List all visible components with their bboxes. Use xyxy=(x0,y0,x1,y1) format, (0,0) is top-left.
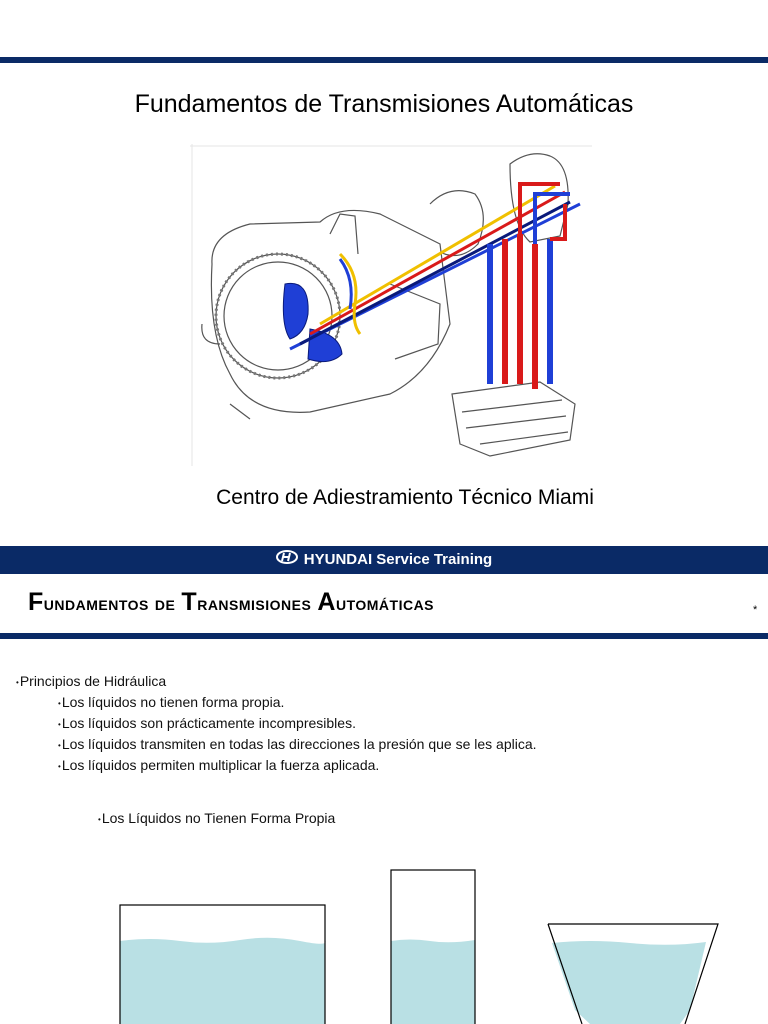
bullet-multiplicar: • Los líquidos permiten multiplicar la fuerza aplicada. xyxy=(58,757,379,773)
top-rule xyxy=(0,57,768,63)
brand-text: HYUNDAI Service Training xyxy=(303,551,493,568)
tall-container xyxy=(391,870,475,1024)
trapezoid-container xyxy=(548,924,718,1024)
slide2-rule xyxy=(0,633,768,639)
hyundai-logo-icon xyxy=(276,546,298,574)
transmission-diagram xyxy=(190,144,592,466)
slide-marker: * xyxy=(753,604,758,616)
brand-bar xyxy=(0,546,768,574)
bullet-incompresibles: • Los líquidos son prácticamente incompresibles. xyxy=(58,715,356,731)
liquid-containers-illustration xyxy=(0,860,768,1024)
bullet-forma: • Los líquidos no tienen forma propia. xyxy=(58,694,284,710)
slide-title-2: Fundamentos de Transmisiones Automáticas xyxy=(28,588,435,616)
slide-title: Fundamentos de Transmisiones Automáticas xyxy=(134,90,634,118)
rectangular-container xyxy=(120,905,326,1024)
bullet-principios: • Principios de Hidráulica xyxy=(16,673,166,689)
brand-label xyxy=(0,546,768,574)
slide-subtitle: Centro de Adiestramiento Técnico Miami xyxy=(216,486,594,509)
bullet-direcciones: • Los líquidos transmiten en todas las direcciones la presión que se les aplica. xyxy=(58,736,537,752)
section-subheading: • Los Líquidos no Tienen Forma Propia xyxy=(98,810,335,826)
